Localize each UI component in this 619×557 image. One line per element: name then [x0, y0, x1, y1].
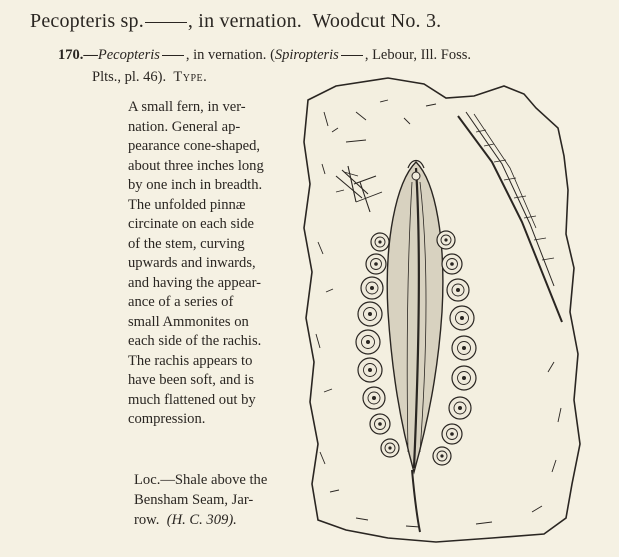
heading-dash	[145, 22, 187, 23]
description-line: pearance cone-shaped,	[128, 138, 261, 154]
entry-number: 170.—	[58, 47, 98, 63]
synonym-reference: , Lebour, Ill. Foss.	[364, 47, 471, 63]
description-line: nation. General ap-	[128, 118, 241, 135]
description-line: about three inches long	[128, 157, 264, 174]
description-line: small Ammonites on	[128, 313, 249, 330]
entry-line-2	[92, 69, 207, 86]
description-line: and having the appear-	[128, 274, 262, 291]
locality-line-3	[134, 510, 284, 530]
entry-vernation: , in vernation.	[185, 47, 267, 63]
heading-vernation: , in vernation.	[187, 10, 302, 32]
description-line: of the stem, curving	[128, 235, 245, 252]
description-line: The unfolded pinnæ	[128, 196, 246, 213]
heading-sp: sp.	[120, 10, 144, 32]
entry-dash	[162, 55, 184, 56]
synonym-genus: Spiropteris	[274, 47, 339, 63]
type-label: Type.	[173, 69, 208, 85]
heading-genus: Pecopteris	[30, 10, 116, 32]
description-line: upwards and inwards,	[128, 255, 256, 271]
synonym-dash	[341, 55, 363, 56]
description-line: have been soft, and is	[128, 372, 255, 388]
description-line: compression.	[128, 411, 206, 427]
description-line: much flattened out by	[128, 391, 256, 408]
description	[128, 98, 288, 430]
page-heading	[30, 10, 441, 33]
locality-line-1: Loc.—Shale above the	[134, 472, 268, 488]
description-line: ance of a series of	[128, 294, 234, 310]
fossil-fern-woodcut	[296, 72, 616, 547]
description-line: by one inch in breadth.	[128, 177, 263, 193]
description-line: The rachis appears to	[128, 352, 253, 369]
locality-line-2: Bensham Seam, Jar-	[134, 492, 254, 508]
entry-line-1	[58, 47, 471, 64]
synonym-plates: Plts., pl. 46).	[92, 69, 167, 85]
synonym-open: (	[270, 47, 275, 63]
locality	[134, 470, 284, 530]
locality-place-end: row.	[134, 512, 160, 528]
description-line: A small fern, in ver-	[128, 99, 246, 115]
description-line: each side of the rachis.	[128, 333, 262, 349]
entry-genus: Pecopteris	[97, 47, 160, 63]
description-line: circinate on each side	[128, 216, 255, 232]
locality-reference: (H. C. 309).	[166, 512, 237, 528]
heading-woodcut: Woodcut No. 3.	[312, 10, 442, 32]
